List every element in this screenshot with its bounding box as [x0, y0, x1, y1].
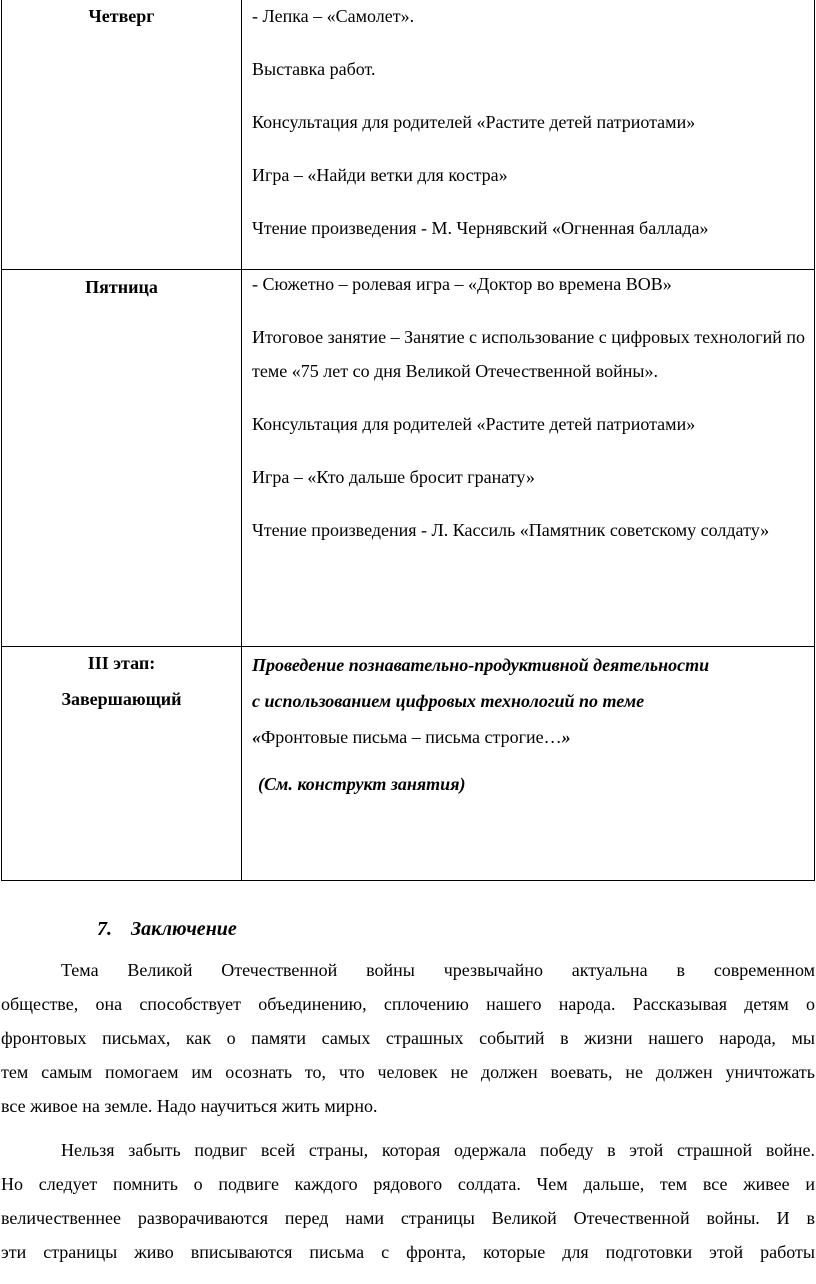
- final-activity-topic: [252, 719, 808, 755]
- day-label: Пятница: [85, 277, 158, 297]
- table-row: [2, 270, 815, 647]
- paragraph-line: эти страницы живо вписываются письма с фронта, которые для подготовки этой работы: [1, 1242, 815, 1262]
- section-heading: [97, 914, 237, 944]
- table-row: [2, 647, 815, 881]
- activity-item: Консультация для родителей «Растите детей патриотами»: [252, 414, 696, 434]
- paragraph: [1, 1133, 815, 1269]
- activities-cell: [242, 647, 815, 881]
- activity-item: - Сюжетно – ролевая игра – «Доктор во времена ВОВ»: [252, 274, 672, 294]
- topic-text: Фронтовые письма – письма строгие…: [261, 727, 562, 747]
- table-row: [2, 0, 815, 270]
- schedule-table: [1, 0, 815, 881]
- activities-cell: [242, 270, 815, 647]
- paragraph-line: Тема Великой Отечественной войны чрезвычайно актуальна в современном: [61, 960, 815, 980]
- stage-name: Завершающий: [61, 689, 182, 709]
- activity-item: Игра – «Кто дальше бросит гранату»: [252, 467, 535, 487]
- paragraph: [1, 953, 815, 1123]
- section-number: 7.: [97, 918, 112, 940]
- activity-item: Итоговое занятие – Занятие с использование с цифровых технологий по теме «75 лет со дня Великой Отечественной войны».: [252, 327, 806, 381]
- paragraph-line: Нельзя забыть подвиг всей страны, которая одержала победу в этой страшной войне.: [61, 1140, 815, 1160]
- day-cell: [2, 647, 242, 881]
- activity-item: - Лепка – «Самолет».: [252, 6, 415, 26]
- quote-close: »: [561, 727, 571, 747]
- paragraph-line: Но следует помнить о подвиге каждого рядового солдата. Чем дальше, тем все живее и: [1, 1174, 815, 1194]
- paragraph-line: тем самым помогаем им осознать то, что человек не должен воевать, не должен уничтожать: [1, 1062, 815, 1082]
- final-activity-note: (См. конструкт занятия): [258, 774, 466, 794]
- quote-open: «: [252, 727, 261, 747]
- activity-item: Выставка работ.: [252, 59, 376, 79]
- paragraph-line: обществе, она способствует объединению, сплочению нашего народа. Рассказывая детям о: [1, 994, 815, 1014]
- activity-item: Игра – «Найди ветки для костра»: [252, 165, 508, 185]
- section-title: Заключение: [131, 918, 237, 940]
- paragraph-line: величественнее разворачиваются перед нами страницы Великой Отечественной войны. И в: [1, 1208, 815, 1228]
- day-label: Четверг: [88, 6, 155, 26]
- activity-item: Чтение произведения - Л. Кассиль «Памятник советскому солдату»: [252, 520, 770, 540]
- activities-cell: [242, 0, 815, 270]
- final-activity-line: с использованием цифровых технологий по теме: [252, 691, 645, 711]
- final-activity-line: Проведение познавательно-продуктивной деятельности: [252, 655, 710, 675]
- paragraph-line: фронтовых письмах, как о памяти самых страшных событий в жизни нашего народа, мы: [1, 1028, 815, 1048]
- paragraph-line: все живое на земле. Надо научиться жить мирно.: [1, 1096, 378, 1116]
- day-cell: [2, 270, 242, 647]
- activity-item: Чтение произведения - М. Чернявский «Огненная баллада»: [252, 218, 709, 238]
- activity-item: Консультация для родителей «Растите детей патриотами»: [252, 112, 696, 132]
- day-cell: [2, 0, 242, 270]
- stage-label: III этап:: [87, 653, 156, 673]
